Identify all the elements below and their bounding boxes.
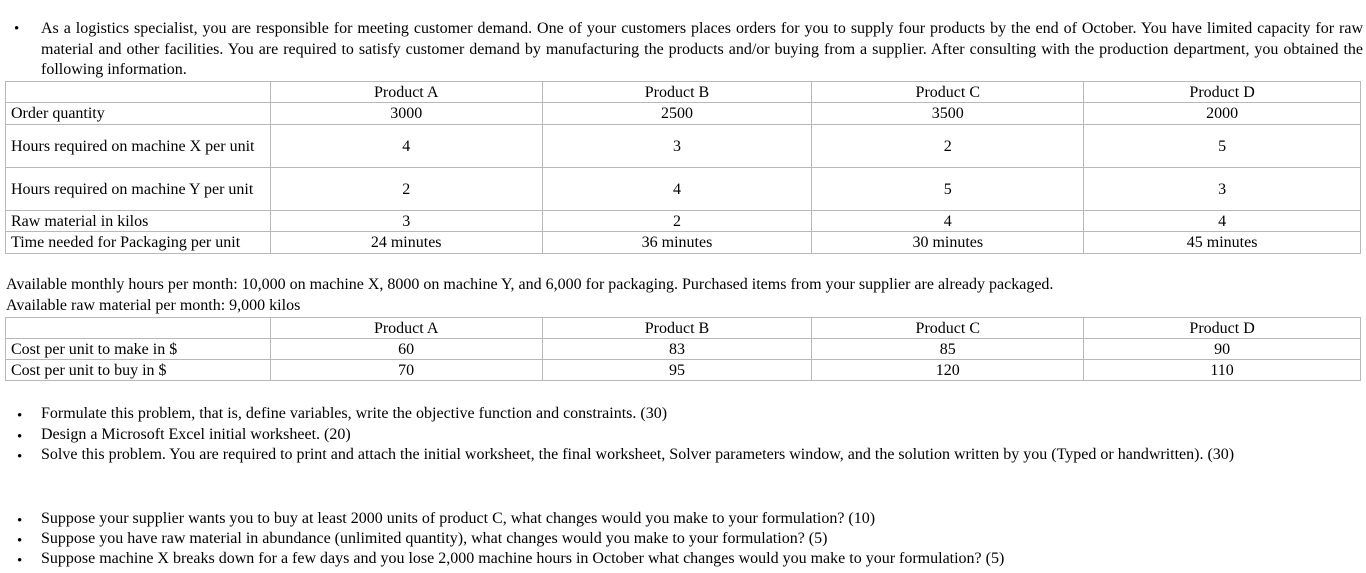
available-material-text: Available raw material per month: 9,000 kilos <box>6 297 301 314</box>
table-cell: 4 <box>1084 211 1361 232</box>
table-cell: 3500 <box>812 103 1084 125</box>
table-cell: 110 <box>1084 360 1361 381</box>
cost-table <box>5 317 1361 381</box>
table-cell: 2000 <box>1084 103 1361 125</box>
row-label: Raw material in kilos <box>6 211 271 232</box>
task-text: Formulate this problem, that is, define variables, write the objective function and constraints. (30) <box>41 405 668 422</box>
intro-text: As a logistics specialist, you are responsible for meeting customer demand. One of your customers places orders for you to supply four products by the end of October. You have limited capacity for raw material and other facilities. You are required to satisfy customer demand by manufacturing the products and/or buying from a supplier. After consulting with the production department, you obtained the following information. <box>41 20 1363 78</box>
table-cell: 5 <box>812 168 1084 211</box>
header-cell: Product B <box>542 82 812 103</box>
bullet-icon: • <box>17 513 23 529</box>
table-header-row <box>6 82 1361 103</box>
available-hours-text: Available monthly hours per month: 10,000 on machine X, 8000 on machine Y, and 6,000 for packaging. Purchased items from your supplier are already packaged. <box>6 276 1054 293</box>
table-row <box>6 211 1361 232</box>
bullet-icon: • <box>17 429 23 445</box>
table-row <box>6 360 1361 381</box>
table-cell: 24 minutes <box>270 232 542 254</box>
table-cell: 3 <box>1084 168 1361 211</box>
header-cell: Product D <box>1084 318 1361 339</box>
bullet-icon: • <box>14 21 20 37</box>
table-cell: 83 <box>542 339 812 360</box>
table-cell: 70 <box>270 360 542 381</box>
table-cell: 30 minutes <box>812 232 1084 254</box>
followup-text: Suppose your supplier wants you to buy at least 2000 units of product C, what changes would you make to your formulation? (10) <box>41 510 876 527</box>
table-cell: 2 <box>542 211 812 232</box>
header-cell: Product A <box>270 318 542 339</box>
row-label: Cost per unit to make in $ <box>6 339 271 360</box>
header-cell: Product C <box>812 82 1084 103</box>
row-label: Cost per unit to buy in $ <box>6 360 271 381</box>
header-cell: Product D <box>1084 82 1361 103</box>
table-cell: 120 <box>812 360 1084 381</box>
table-header-row <box>6 318 1361 339</box>
table-cell: 3 <box>270 211 542 232</box>
table-cell: 85 <box>812 339 1084 360</box>
row-label: Hours required on machine X per unit <box>6 125 271 168</box>
table-cell: 4 <box>812 211 1084 232</box>
product-requirements-table <box>5 81 1361 254</box>
bullet-icon: • <box>17 553 23 569</box>
followup-text: Suppose you have raw material in abundance (unlimited quantity), what changes would you make to your formulation? (5) <box>41 530 828 547</box>
table-cell: 90 <box>1084 339 1361 360</box>
header-cell <box>6 318 271 339</box>
table-cell: 60 <box>270 339 542 360</box>
table-row <box>6 125 1361 168</box>
table-cell: 2500 <box>542 103 812 125</box>
table-cell: 36 minutes <box>542 232 812 254</box>
task-text: Solve this problem. You are required to print and attach the initial worksheet, the final worksheet, Solver parameters window, and the solution written by you (Typed or handwritten). (30) <box>41 446 1235 463</box>
bullet-icon: • <box>17 408 23 424</box>
row-label: Time needed for Packaging per unit <box>6 232 271 254</box>
header-cell <box>6 82 271 103</box>
table-row <box>6 232 1361 254</box>
bullet-icon: • <box>17 533 23 549</box>
followup-text: Suppose machine X breaks down for a few days and you lose 2,000 machine hours in October what changes would you make to your formulation? (5) <box>41 550 1005 567</box>
table-cell: 2 <box>270 168 542 211</box>
row-label: Order quantity <box>6 103 271 125</box>
table-cell: 3 <box>542 125 812 168</box>
table-row <box>6 339 1361 360</box>
table-cell: 4 <box>270 125 542 168</box>
bullet-icon: • <box>17 449 23 465</box>
table-row <box>6 168 1361 211</box>
table-cell: 5 <box>1084 125 1361 168</box>
row-label: Hours required on machine Y per unit <box>6 168 271 211</box>
table-cell: 95 <box>542 360 812 381</box>
table-cell: 45 minutes <box>1084 232 1361 254</box>
table-cell: 2 <box>812 125 1084 168</box>
header-cell: Product C <box>812 318 1084 339</box>
header-cell: Product B <box>542 318 812 339</box>
table-row <box>6 103 1361 125</box>
table-cell: 3000 <box>270 103 542 125</box>
table-cell: 4 <box>542 168 812 211</box>
header-cell: Product A <box>270 82 542 103</box>
task-text: Design a Microsoft Excel initial worksheet. (20) <box>41 426 351 443</box>
